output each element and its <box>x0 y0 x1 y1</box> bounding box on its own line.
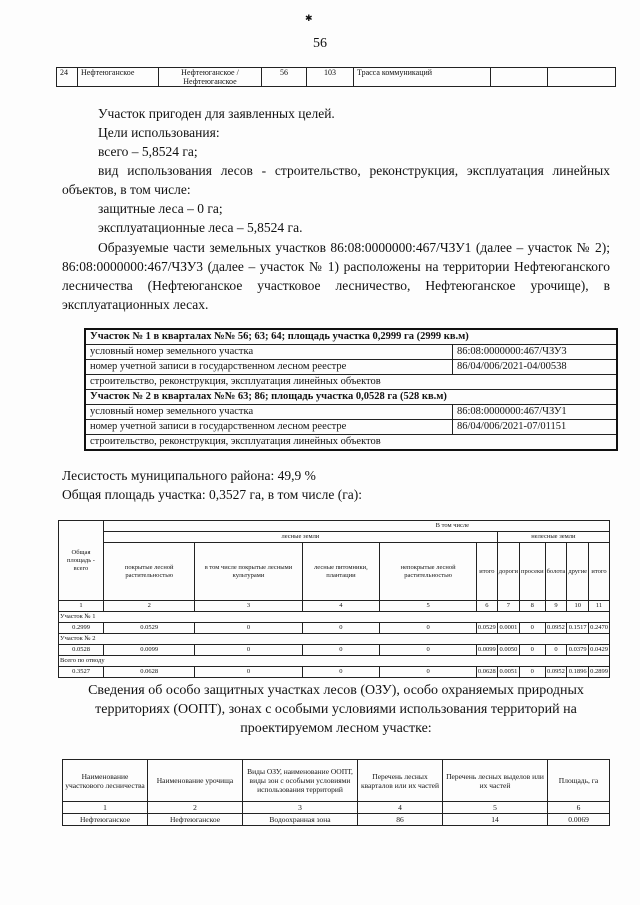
ozu-table <box>62 759 610 826</box>
header-cell: В том числе <box>104 521 610 532</box>
cell: 0.0050 <box>497 645 519 656</box>
group-label: Всего по отводу <box>59 656 610 667</box>
cell: 86:08:0000000:467/ЧЗУ1 <box>453 405 618 420</box>
table-row <box>59 623 610 634</box>
cell: 0.0628 <box>104 667 195 678</box>
group-label: Участок № 1 <box>59 612 610 623</box>
cell: 86:08:0000000:467/ЧЗУ3 <box>453 345 618 360</box>
cell: строительство, реконструкция, эксплуатация линейных объектов <box>85 375 617 390</box>
plots-table <box>84 328 618 451</box>
header-cell: лесные земли <box>104 532 498 543</box>
cell: 1 <box>59 601 104 612</box>
header-cell: другие <box>567 543 589 601</box>
header-cell: болота <box>545 543 567 601</box>
cell: 3 <box>243 802 358 814</box>
cell: 24 <box>57 68 78 87</box>
header-cell: лесные питомники, плантации <box>302 543 380 601</box>
cell: 103 <box>307 68 354 87</box>
plot2-header: Участок № 2 в кварталах №№ 63; 86; площадь участка 0,0528 га (528 кв.м) <box>85 390 617 405</box>
cell: 0 <box>380 645 477 656</box>
cell: 86 <box>358 814 443 826</box>
header-cell: итого <box>589 543 610 601</box>
header-cell: непокрытые лесной растительностью <box>380 543 477 601</box>
header-cell: просеки <box>519 543 545 601</box>
cell: 0.0952 <box>545 623 567 634</box>
cell: 0 <box>302 623 380 634</box>
cell: 4 <box>302 601 380 612</box>
cell: 0.0529 <box>476 623 497 634</box>
cell: 2 <box>148 802 243 814</box>
cell: 0.0528 <box>59 645 104 656</box>
header-cell: Наименование урочища <box>148 760 243 802</box>
cell: 5 <box>443 802 548 814</box>
cell: 0 <box>380 667 477 678</box>
cell: условный номер земельного участка <box>85 345 453 360</box>
table-row <box>59 667 610 678</box>
header-cell: Наименование участкового лесничества <box>63 760 148 802</box>
parts-paragraph: Образуемые части земельных участков 86:08:0000000:467/ЧЗУ1 (далее – участок № 2); 86:08:0000000:467/ЧЗУ3 (далее – участок № 1) расположены на территории Нефтеюганского лесничества (Нефтеюганское участковое лесничество, Нефтеюганское урочище), в эксплуатационных лесах. <box>62 240 610 312</box>
cell: 86/04/006/2021-04/00538 <box>453 360 618 375</box>
header-cell: Перечень лесных выделов или их частей <box>443 760 548 802</box>
header-cell: в том числе покрытые лесными культурами <box>195 543 302 601</box>
cell: 0.2899 <box>589 667 610 678</box>
cell: Нефтеюганское <box>148 814 243 826</box>
cell: 0 <box>519 645 545 656</box>
cell: 6 <box>476 601 497 612</box>
cell: 0 <box>519 623 545 634</box>
text-line: Цели использования: <box>98 125 220 140</box>
cell: 86/04/006/2021-07/01151 <box>453 420 618 435</box>
cell: 0 <box>302 645 380 656</box>
cell: 0 <box>545 645 567 656</box>
cell: 8 <box>519 601 545 612</box>
cell: 0.3527 <box>59 667 104 678</box>
text-line: вид использования лесов - строительство, реконструкция, эксплуатация линейных объектов, в том числе: <box>62 163 610 197</box>
header-cell: Перечень лесных кварталов или их частей <box>358 760 443 802</box>
cell: номер учетной записи в государственном лесном реестре <box>85 360 453 375</box>
cell: 0.1896 <box>567 667 589 678</box>
cell <box>548 68 616 87</box>
text-line: защитные леса – 0 га; <box>98 201 223 216</box>
table-row <box>59 601 610 612</box>
cell: 0 <box>519 667 545 678</box>
cell: 0.0001 <box>497 623 519 634</box>
cell: 0.0379 <box>567 645 589 656</box>
cell: 0.0628 <box>476 667 497 678</box>
text-line: всего – 5,8524 га; <box>98 144 198 159</box>
cell: Водоохранная зона <box>243 814 358 826</box>
cell: 0.0429 <box>589 645 610 656</box>
forest-cover: Лесистость муниципального района: 49,9 % <box>62 468 316 483</box>
cell: 6 <box>548 802 610 814</box>
table-row <box>59 645 610 656</box>
cell: 0.2470 <box>589 623 610 634</box>
cell: 3 <box>195 601 302 612</box>
usage-block <box>62 104 610 237</box>
table-row <box>63 802 610 814</box>
cell: 0 <box>195 667 302 678</box>
cell: 0.0051 <box>497 667 519 678</box>
top-table <box>56 67 616 87</box>
area-table <box>58 520 610 678</box>
cell: 10 <box>567 601 589 612</box>
header-cell: нелесные земли <box>497 532 609 543</box>
header-cell: итого <box>476 543 497 601</box>
header-cell: покрытые лесной растительностью <box>104 543 195 601</box>
cell: Нефтеюганское <box>63 814 148 826</box>
cell: 0.0099 <box>476 645 497 656</box>
page-number: 56 <box>313 36 327 51</box>
header-cell: дороги <box>497 543 519 601</box>
cell: 0.1517 <box>567 623 589 634</box>
cell: 0.0952 <box>545 667 567 678</box>
cell: условный номер земельного участка <box>85 405 453 420</box>
cell: 14 <box>443 814 548 826</box>
text-line: эксплуатационные леса – 5,8524 га. <box>98 220 303 235</box>
header-cell: Виды ОЗУ, наименование ООПТ, виды зон с особыми условиями использования территорий <box>243 760 358 802</box>
cell: 4 <box>358 802 443 814</box>
cell: Нефтеюганское <box>78 68 159 87</box>
group-label: Участок № 2 <box>59 634 610 645</box>
cell: 0 <box>195 623 302 634</box>
cell: 0.0069 <box>548 814 610 826</box>
table-row <box>57 68 616 87</box>
cell: 11 <box>589 601 610 612</box>
cell: 2 <box>104 601 195 612</box>
cell: 1 <box>63 802 148 814</box>
plot1-header: Участок № 1 в кварталах №№ 56; 63; 64; площадь участка 0,2999 га (2999 кв.м) <box>85 329 617 345</box>
cell: 7 <box>497 601 519 612</box>
cell: строительство, реконструкция, эксплуатация линейных объектов <box>85 435 617 451</box>
ozu-title: Сведения об особо защитных участках лесов (ОЗУ), особо охраняемых природных территориях (ООПТ), зонах с особыми условиями использования территорий на проектируемом лесном участке: <box>88 683 584 736</box>
stats <box>62 466 362 504</box>
cell: 0.0529 <box>104 623 195 634</box>
total-area: Общая площадь участка: 0,3527 га, в том числе (га): <box>62 487 363 502</box>
text-line: Участок пригоден для заявленных целей. <box>98 106 335 121</box>
cell: номер учетной записи в государственном лесном реестре <box>85 420 453 435</box>
header-cell: Площадь, га <box>548 760 610 802</box>
cell: Трасса коммуникаций <box>354 68 491 87</box>
cell: Нефтеюганское / Нефтеюганское <box>159 68 262 87</box>
cell <box>491 68 548 87</box>
cell: 0 <box>380 623 477 634</box>
cell: 9 <box>545 601 567 612</box>
header-cell: Общая площадь - всего <box>59 521 104 601</box>
cell: 0.2999 <box>59 623 104 634</box>
cell: 56 <box>262 68 307 87</box>
cell: 0 <box>195 645 302 656</box>
table-row <box>63 814 610 826</box>
cell: 5 <box>380 601 477 612</box>
cell: 0 <box>302 667 380 678</box>
scan-mark: ✱ <box>305 13 313 23</box>
cell: 0.0099 <box>104 645 195 656</box>
